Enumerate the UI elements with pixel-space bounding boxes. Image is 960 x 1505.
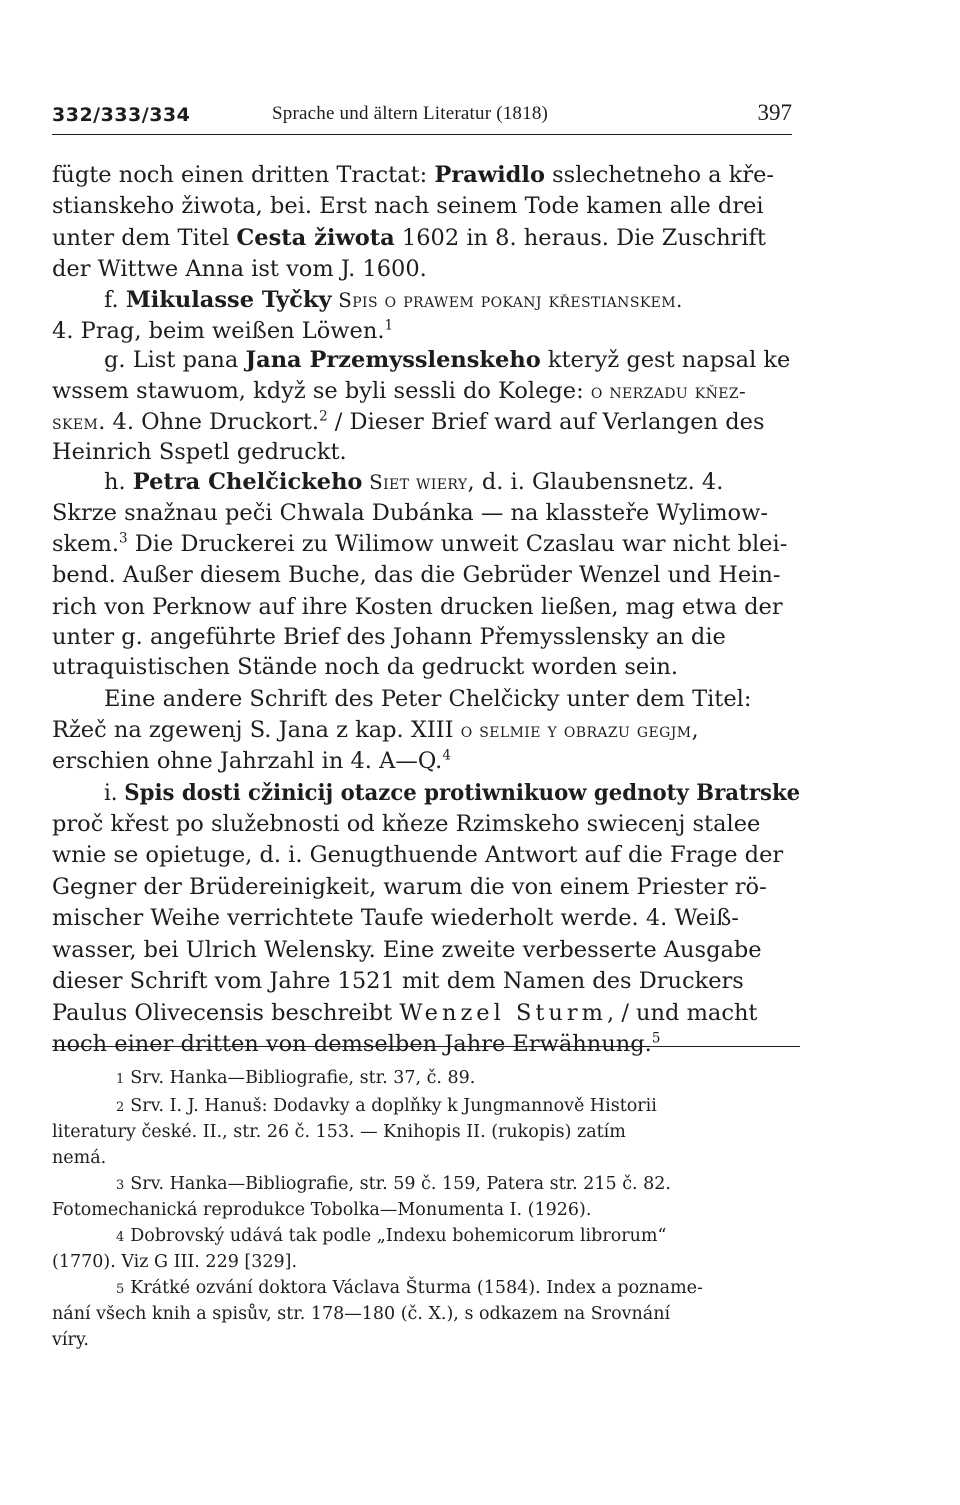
footnote-5-line: nání všech knih a spisův, str. 178—180 (č. X.), s odkazem na Srovnání <box>52 1304 671 1324</box>
footnote-3: 3 Srv. Hanka—Bibliografie, str. 59 č. 159, Patera str. 215 č. 82. <box>116 1174 671 1194</box>
footnote-2-line: literatury české. II., str. 26 č. 153. — Knihopis II. (rukopis) zatím <box>52 1122 626 1142</box>
text-line: 4. Prag, beim weißen Löwen.$^1$ <box>52 317 394 344</box>
text-line: unter dem Titel Cesta žiwota 1602 in 8. heraus. Die Zuschrift <box>52 225 766 251</box>
text-line: utraquistischen Stände noch da gedruckt worden sein. <box>52 654 679 680</box>
footnote-5-line: víry. <box>52 1330 89 1350</box>
text-line: rich von Perknow auf ihre Kosten drucken ließen, mag etwa der <box>52 594 783 620</box>
text-line: f. Mikulasse Tyčky Spis o prawem pokanj křestianskem. <box>104 287 683 313</box>
footnote-4-line: (1770). Viz G III. 229 [329]. <box>52 1252 298 1272</box>
text-line: wasser, bei Ulrich Welensky. Eine zweite verbesserte Ausgabe <box>52 937 762 963</box>
running-title: Sprache und ältern Literatur (1818) <box>272 103 549 124</box>
text-line: erschien ohne Jahrzahl in 4. A—Q.$^4$ <box>52 747 451 774</box>
text-line: stianskeho žiwota, bei. Erst nach seinem Tode kamen alle drei <box>52 193 764 219</box>
text-line: proč křest po služebnosti od kňeze Rzimskeho swiecenj stalee <box>52 811 761 837</box>
text-line: noch einer dritten von demselben Jahre Erwähnung.$^5$ <box>52 1030 661 1057</box>
section-numbers: 332/333/334 <box>52 104 191 126</box>
text-line: Ržeč na zgewenj S. Jana z kap. XIII o selmie y obrazu gegjm, <box>52 717 699 743</box>
text-line: Paulus Olivecensis beschreibt Wenzel Sturm, / und macht <box>52 1000 758 1026</box>
text-line: Skrze snažnau peči Chwala Dubánka — na klassteře Wylimow- <box>52 500 768 526</box>
footnote-5: 5 Krátké ozvání doktora Václava Šturma (1584). Index a poznamе- <box>116 1278 703 1298</box>
running-header <box>52 100 792 130</box>
text-line: wnie se opietuge, d. i. Genugthuende Antwort auf die Frage der <box>52 842 784 868</box>
text-line: skem. 4. Ohne Druckort.$^2$ / Dieser Brief ward auf Verlangen des <box>52 408 765 435</box>
text-line: Eine andere Schrift des Peter Chelčicky unter dem Titel: <box>104 686 752 712</box>
text-line: der Wittwe Anna ist vom J. 1600. <box>52 256 427 282</box>
text-line: mischer Weihe verrichtete Taufe wiederholt werde. 4. Weiß- <box>52 905 739 931</box>
text-line: i. Spis dosti cžinicij otazce protiwnikuow gednoty Bratrske <box>104 780 801 806</box>
header-rule <box>52 134 792 135</box>
footnote-2: 2 Srv. I. J. Hanuš: Dodavky a doplňky k Jungmannově Historii <box>116 1096 657 1116</box>
footnote-3-line: Fotomechanická reprodukce Tobolka—Monumenta I. (1926). <box>52 1200 592 1220</box>
text-line: Gegner der Brüdereinigkeit, warum die von einem Priester rö- <box>52 874 767 900</box>
text-line: unter g. angeführte Brief des Johann Přemysslensky an die <box>52 624 726 650</box>
footnote-1: 1 Srv. Hanka—Bibliografie, str. 37, č. 89. <box>116 1068 476 1088</box>
footnote-2-line: nemá. <box>52 1148 107 1168</box>
text-line: h. Petra Chelčickeho Siet wiery, d. i. Glaubensnetz. 4. <box>104 469 724 495</box>
text-line: skem.$^3$ Die Druckerei zu Wilimow unweit Czaslau war nicht blei- <box>52 530 788 557</box>
footnote-4: 4 Dobrovský udává tak podle „Indexu bohemicorum librorum“ <box>116 1226 667 1246</box>
text-line: Heinrich Sspetl gedruckt. <box>52 439 347 465</box>
text-line: g. List pana Jana Przemysslenskeho kteryž gest napsal ke <box>104 347 791 373</box>
text-line: fügte noch einen dritten Tractat: Prawidlo sslechetneho a kře- <box>52 162 775 188</box>
text-line: bend. Außer diesem Buche, das die Gebrüder Wenzel und Hein- <box>52 562 781 588</box>
footnote-rule <box>52 1046 800 1047</box>
text-line: wssem stawuom, když se byli sessli do Kolege: o nerzadu kňez- <box>52 378 747 404</box>
page-number: 397 <box>757 100 792 125</box>
text-line: dieser Schrift vom Jahre 1521 mit dem Namen des Druckers <box>52 968 744 994</box>
